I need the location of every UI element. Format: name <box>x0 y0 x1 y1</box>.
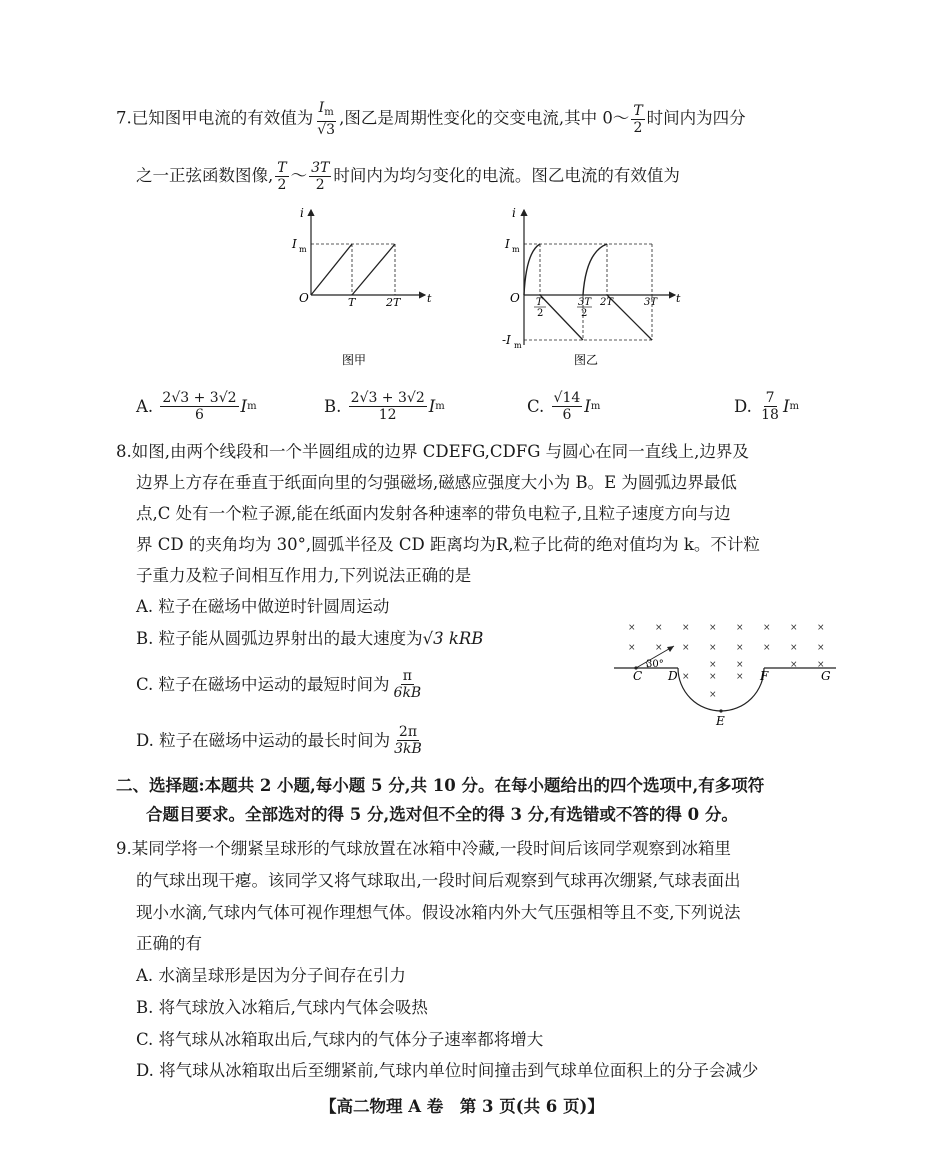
svg-text:×: × <box>709 660 717 670</box>
q9-line-2: 的气球出现干瘪。该同学又将气球取出,一段时间后观察到气球再次绷紧,气球表面出 <box>136 871 741 890</box>
tick-3t-half-den: 2 <box>581 308 588 319</box>
q7-option-b[interactable] <box>324 390 445 423</box>
point-f-label: F <box>760 669 769 683</box>
svg-text:×: × <box>817 643 825 653</box>
svg-text:×: × <box>736 660 744 670</box>
option-im: I <box>782 396 790 416</box>
im-sub: m <box>299 245 307 254</box>
figure-yi-graph <box>500 202 690 377</box>
svg-text:×: × <box>817 660 825 670</box>
q9-line-4: 正确的有 <box>136 934 202 953</box>
magnetic-field-diagram <box>612 618 842 728</box>
q9-line-3: 现小水滴,气球内气体可视作理想气体。假设冰箱内外大气压强相等且不变,下列说法 <box>136 903 741 922</box>
svg-text:×: × <box>628 643 636 653</box>
svg-text:×: × <box>790 643 798 653</box>
option-text: B. 粒子能从圆弧边界射出的最大速度为 <box>136 629 423 648</box>
point-d-label: D <box>668 669 678 683</box>
option-fraction: $\frac{2√3 + 3√2}{6}$ <box>162 390 237 423</box>
option-im: I <box>428 396 436 416</box>
tick-3t-half: 3T <box>578 297 592 308</box>
svg-text:×: × <box>736 672 744 682</box>
caption-jia: 图甲 <box>342 353 367 367</box>
q8-option-a[interactable]: A. 粒子在磁场中做逆时针圆周运动 <box>136 597 390 616</box>
option-fraction: $\frac{2√3 + 3√2}{12}$ <box>350 390 425 423</box>
t-half-fraction: $\frac{T}{2}$ <box>633 102 643 136</box>
svg-text:×: × <box>628 623 636 633</box>
option-im-sub: m <box>247 400 257 412</box>
q8-line-4: 界 CD 的夹角均为 30°,圆弧半径及 CD 距离均为R,粒子比荷的绝对值均为 k。不计粒 <box>136 535 760 554</box>
q8-line-1: 8.如图,由两个线段和一个半圆组成的边界 CDEFG,CDFG 与圆心在同一直线上,边界及 <box>116 442 749 461</box>
svg-text:×: × <box>817 623 825 633</box>
svg-text:×: × <box>790 623 798 633</box>
svg-text:×: × <box>790 660 798 670</box>
t-axis-label: t <box>427 292 432 305</box>
angle-label: 30° <box>646 659 664 670</box>
q7-text: 时间内为均匀变化的电流。图乙电流的有效值为 <box>333 166 680 185</box>
3t-half-fraction: $\frac{3T}{2}$ <box>311 160 330 193</box>
tick-t-half-den: 2 <box>537 308 544 319</box>
q9-option-c[interactable]: C. 将气球从冰箱取出后,气球内的气体分子速率都将增大 <box>136 1030 544 1049</box>
q7-text: 7.已知图甲电流的有效值为 <box>116 108 314 128</box>
svg-text:×: × <box>763 643 771 653</box>
svg-text:×: × <box>682 643 690 653</box>
option-text: D. 粒子在磁场中运动的最长时间为 <box>136 730 391 750</box>
figure-jia-graph <box>280 202 450 377</box>
tick-2t: 2T <box>600 297 614 308</box>
q8-line-3: 点,C 处有一个粒子源,能在纸面内发射各种速率的带负电粒子,且粒子速度方向与边 <box>136 504 731 523</box>
q8-option-d[interactable] <box>136 724 426 757</box>
tilde: ～ <box>290 166 308 185</box>
option-letter: D. <box>734 396 752 416</box>
option-letter: A. <box>136 396 154 416</box>
option-im-sub: m <box>590 400 601 412</box>
q8-line-5: 子重力及粒子间相互作用力,下列说法正确的是 <box>136 566 472 585</box>
q7-option-c[interactable] <box>527 390 600 423</box>
q7-option-a[interactable] <box>136 390 257 423</box>
im-sub: m <box>512 245 520 254</box>
option-letter: C. <box>527 396 545 416</box>
section-2-heading-line-1: 二、选择题:本题共 2 小题,每小题 5 分,共 10 分。在每小题给出的四个选项中,有多项符 <box>116 776 765 795</box>
q7-line-2 <box>136 160 680 193</box>
option-text: C. 粒子在磁场中运动的最短时间为 <box>136 674 390 694</box>
i-axis-label: i <box>300 206 304 220</box>
q8-line-2: 边界上方存在垂直于纸面向里的匀强磁场,磁感应强度大小为 B。E 为圆弧边界最低 <box>136 473 737 492</box>
svg-text:×: × <box>682 672 690 682</box>
option-fraction: $\frac{7}{18}$ <box>761 390 779 423</box>
option-im: I <box>584 396 591 416</box>
svg-text:×: × <box>763 623 771 633</box>
im-sqrt3-fraction: $\frac{I_m}{√3}$ <box>317 100 336 138</box>
point-e-label: E <box>716 714 725 728</box>
q9-option-a[interactable]: A. 水滴呈球形是因为分子间存在引力 <box>136 966 406 985</box>
q9-line-1: 9.某同学将一个绷紧呈球形的气球放置在冰箱中冷藏,一段时间后该同学观察到冰箱里 <box>116 839 731 858</box>
svg-text:×: × <box>709 623 717 633</box>
svg-text:×: × <box>709 690 717 700</box>
svg-text:×: × <box>682 623 690 633</box>
point-c-label: C <box>633 669 643 683</box>
q9-option-b[interactable]: B. 将气球放入冰箱后,气球内气体会吸热 <box>136 998 428 1017</box>
origin-label: O <box>299 291 309 305</box>
svg-text:×: × <box>655 623 663 633</box>
option-im: I <box>240 396 248 416</box>
page-footer: 【高二物理 A 卷 第 3 页(共 6 页)】 <box>320 1097 604 1116</box>
q7-text: 时间内为四分 <box>646 108 746 128</box>
neg-im-sub: m <box>514 341 522 350</box>
caption-yi: 图乙 <box>574 353 599 367</box>
q7-text: ,图乙是周期性变化的交变电流,其中 0～ <box>339 108 630 128</box>
svg-text:×: × <box>709 643 717 653</box>
q8-option-c[interactable] <box>136 668 425 701</box>
point-g-label: G <box>821 669 831 683</box>
option-expression: √3 kRB <box>422 629 484 648</box>
im-label: I <box>505 237 510 251</box>
option-im-sub: m <box>435 400 445 412</box>
section-2-heading-line-2: 合题目要求。全部选对的得 5 分,选对但不全的得 3 分,有选错或不答的得 0 分。 <box>146 805 738 824</box>
q7-option-d[interactable] <box>734 390 799 423</box>
q9-option-d[interactable]: D. 将气球从冰箱取出后至绷紧前,气球内单位时间撞击到气球单位面积上的分子会减少 <box>136 1061 759 1080</box>
option-fraction: $\frac{2\pi}{3kB}$ <box>394 724 422 757</box>
tick-2t: 2T <box>386 296 401 309</box>
svg-text:×: × <box>736 623 744 633</box>
tick-t: T <box>348 296 356 309</box>
svg-text:×: × <box>709 672 717 682</box>
svg-text:×: × <box>736 643 744 653</box>
q7-text: 之一正弦函数图像, <box>136 166 274 185</box>
q8-option-b[interactable] <box>136 628 483 650</box>
option-fraction: $\frac{√14}{6}$ <box>553 390 581 423</box>
neg-im-label: -I <box>502 333 511 347</box>
option-fraction: $\frac{\pi}{6kB}$ <box>393 668 422 701</box>
origin-label: O <box>510 291 520 305</box>
im-label: I <box>292 237 297 251</box>
svg-text:×: × <box>655 643 663 653</box>
tick-3t: 3T <box>644 297 658 308</box>
tick-t-half: T <box>536 297 543 308</box>
t-half-fraction: $\frac{T}{2}$ <box>277 160 287 193</box>
i-axis-label: i <box>512 206 516 220</box>
option-im-sub: m <box>789 400 799 412</box>
option-letter: B. <box>324 396 342 416</box>
t-axis-label: t <box>676 292 681 305</box>
q7-line-1 <box>116 100 746 138</box>
